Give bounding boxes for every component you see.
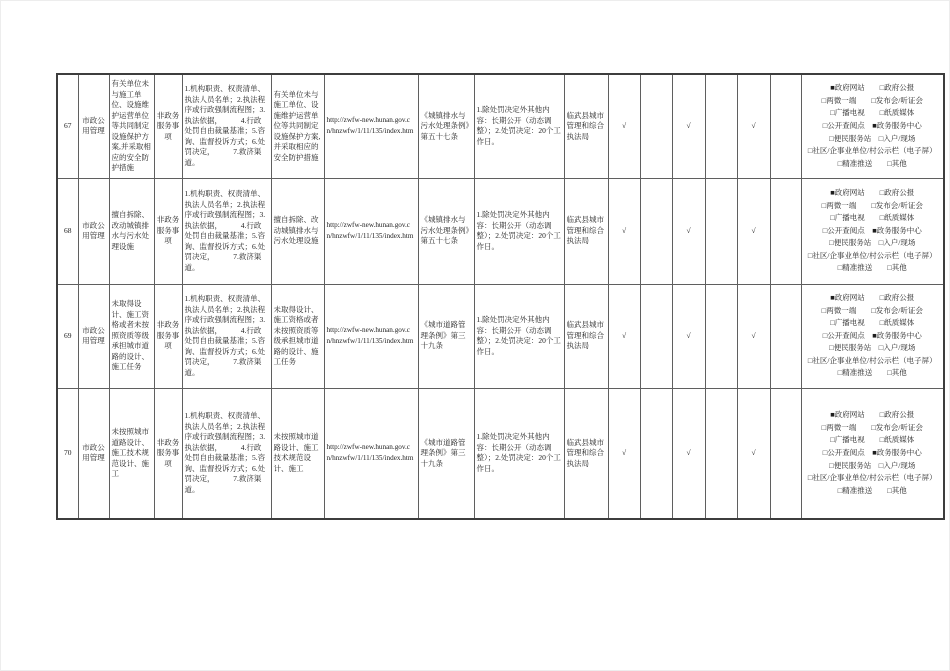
channels-cell <box>801 74 944 178</box>
category-cell: 市政公用管理 <box>78 284 109 388</box>
row-number: 67 <box>57 74 78 178</box>
department-cell: 临武县城市管理和综合执法局 <box>564 388 608 519</box>
disclosure-content-cell: 1.机构职责、权责清单、执法人员名单；2.执法程序或行政强制流程图；3.执法依据， 4.行政处罚自由裁量基准；5.咨询、监督投诉方式；6.处罚决定， 7.救济渠道。 <box>182 388 271 519</box>
check-mark-cell: √ <box>737 388 770 519</box>
channel-line: □两微一端 □发布会/听证会 <box>821 200 923 210</box>
check-mark-cell: √ <box>737 284 770 388</box>
check-mark-cell: √ <box>737 74 770 178</box>
url-cell: http://zwfw-new.hunan.gov.cn/hnzwfw/1/11/135/index.htm <box>324 388 418 519</box>
channels-cell <box>801 178 944 284</box>
channel-line: □便民服务站 □入户/现场 <box>829 343 916 353</box>
disclosure-content-cell: 1.机构职责、权责清单、执法人员名单；2.执法程序或行政强制流程图；3.执法依据， 4.行政处罚自由裁量基准；5.咨询、监督投诉方式；6.处罚决定， 7.救济渠道。 <box>182 284 271 388</box>
channel-line: □社区/企事业单位/村公示栏（电子屏） <box>807 473 937 483</box>
channel-line: □精准推送 □其他 <box>837 263 907 273</box>
channel-line: □两微一端 □发布会/听证会 <box>821 422 923 432</box>
table-row <box>57 284 944 388</box>
item-summary-cell: 擅自拆除、改动城镇排水与污水处理设施 <box>271 178 324 284</box>
item-summary-cell: 未按照城市道路设计、施工技术规范设计、施工 <box>271 388 324 519</box>
row-number: 70 <box>57 388 78 519</box>
url-cell: http://zwfw-new.hunan.gov.cn/hnzwfw/1/11/135/index.htm <box>324 74 418 178</box>
check-mark-cell <box>705 178 737 284</box>
channel-line: □便民服务站 □入户/现场 <box>829 460 916 470</box>
channel-line: □广播电视 □纸质媒体 <box>830 435 915 445</box>
channel-line: □两微一端 □发布会/听证会 <box>821 305 923 315</box>
category-cell: 市政公用管理 <box>78 74 109 178</box>
category-cell: 市政公用管理 <box>78 178 109 284</box>
check-mark-cell: √ <box>608 74 640 178</box>
check-mark-cell <box>640 74 672 178</box>
item-summary-cell: 有关单位未与施工单位、设施维护运营单位等共同制定设施保护方案,并采取相应的安全防护措施 <box>271 74 324 178</box>
disclosure-content-cell: 1.机构职责、权责清单、执法人员名单；2.执法程序或行政强制流程图；3.执法依据， 4.行政处罚自由裁量基准；5.咨询、监督投诉方式；6.处罚决定， 7.救济渠道。 <box>182 178 271 284</box>
url-cell: http://zwfw-new.hunan.gov.cn/hnzwfw/1/11/135/index.htm <box>324 284 418 388</box>
check-mark-cell <box>770 388 801 519</box>
channel-line: □广播电视 □纸质媒体 <box>830 108 915 118</box>
legal-basis-cell: 《城镇排水与污水处理条例》第五十七条 <box>418 74 474 178</box>
time-limit-cell: 1.除处罚决定外其他内容：长期公开（动态调整）；2.处罚决定：20个工作日。 <box>474 388 564 519</box>
channels-cell <box>801 388 944 519</box>
channel-line: □公开查阅点 ■政务服务中心 <box>822 120 922 130</box>
channel-line: ■政府网站 □政府公报 <box>830 292 915 302</box>
channel-line: □精准推送 □其他 <box>837 485 907 495</box>
item-type-cell: 非政务服务事项 <box>154 284 182 388</box>
channel-line: □社区/企事业单位/村公示栏（电子屏） <box>807 146 937 156</box>
channel-line: □精准推送 □其他 <box>837 158 907 168</box>
channel-line: □两微一端 □发布会/听证会 <box>821 95 923 105</box>
time-limit-cell: 1.除处罚决定外其他内容：长期公开（动态调整）；2.处罚决定：20个工作日。 <box>474 178 564 284</box>
check-mark-cell <box>705 388 737 519</box>
check-mark-cell <box>640 284 672 388</box>
check-mark-cell <box>705 284 737 388</box>
channel-line: □公开查阅点 ■政务服务中心 <box>822 330 922 340</box>
legal-basis-cell: 《城市道路管理条例》第三十九条 <box>418 284 474 388</box>
item-name-cell: 擅自拆除、改动城镇排水与污水处理设施 <box>109 178 154 284</box>
check-mark-cell: √ <box>608 178 640 284</box>
channel-line: ■政府网站 □政府公报 <box>830 83 915 93</box>
row-number: 68 <box>57 178 78 284</box>
table-row <box>57 388 944 519</box>
channels-cell <box>801 284 944 388</box>
item-name-cell: 未按照城市道路设计、施工技术规范设计、施工 <box>109 388 154 519</box>
channel-line: □社区/企事业单位/村公示栏（电子屏） <box>807 355 937 365</box>
channel-line: □广播电视 □纸质媒体 <box>830 318 915 328</box>
item-type-cell: 非政务服务事项 <box>154 388 182 519</box>
channel-line: □精准推送 □其他 <box>837 368 907 378</box>
item-name-cell: 未取得设计、施工资格或者未按照资质等级承担城市道路的设计、施工任务 <box>109 284 154 388</box>
time-limit-cell: 1.除处罚决定外其他内容：长期公开（动态调整）；2.处罚决定：20个工作日。 <box>474 284 564 388</box>
legal-basis-cell: 《城市道路管理条例》第三十九条 <box>418 388 474 519</box>
check-mark-cell: √ <box>672 178 705 284</box>
channel-line: □公开查阅点 ■政务服务中心 <box>822 447 922 457</box>
check-mark-cell <box>770 74 801 178</box>
check-mark-cell <box>640 178 672 284</box>
department-cell: 临武县城市管理和综合执法局 <box>564 74 608 178</box>
item-type-cell: 非政务服务事项 <box>154 178 182 284</box>
legal-basis-cell: 《城镇排水与污水处理条例》第五十七条 <box>418 178 474 284</box>
check-mark-cell: √ <box>672 388 705 519</box>
table-row <box>57 178 944 284</box>
time-limit-cell: 1.除处罚决定外其他内容：长期公开（动态调整）；2.处罚决定：20个工作日。 <box>474 74 564 178</box>
check-mark-cell: √ <box>608 284 640 388</box>
channel-line: ■政府网站 □政府公报 <box>830 410 915 420</box>
department-cell: 临武县城市管理和综合执法局 <box>564 178 608 284</box>
row-number: 69 <box>57 284 78 388</box>
channel-line: □社区/企事业单位/村公示栏（电子屏） <box>807 250 937 260</box>
item-type-cell: 非政务服务事项 <box>154 74 182 178</box>
department-cell: 临武县城市管理和综合执法局 <box>564 284 608 388</box>
item-name-cell: 有关单位未与施工单位、设施维护运营单位等共同制定设施保护方案,并采取相应的安全防护措施 <box>109 74 154 178</box>
channel-line: □便民服务站 □入户/现场 <box>829 238 916 248</box>
channel-line: □便民服务站 □入户/现场 <box>829 133 916 143</box>
channel-line: □广播电视 □纸质媒体 <box>830 213 915 223</box>
check-mark-cell: √ <box>608 388 640 519</box>
check-mark-cell: √ <box>672 284 705 388</box>
check-mark-cell <box>770 284 801 388</box>
category-cell: 市政公用管理 <box>78 388 109 519</box>
table-row <box>57 74 944 178</box>
check-mark-cell <box>705 74 737 178</box>
check-mark-cell <box>770 178 801 284</box>
url-cell: http://zwfw-new.hunan.gov.cn/hnzwfw/1/11/135/index.htm <box>324 178 418 284</box>
disclosure-items-table <box>56 73 945 520</box>
check-mark-cell: √ <box>672 74 705 178</box>
channel-line: ■政府网站 □政府公报 <box>830 187 915 197</box>
item-summary-cell: 未取得设计、施工资格或者未按照资质等级承担城市道路的设计、施工任务 <box>271 284 324 388</box>
disclosure-content-cell: 1.机构职责、权责清单、执法人员名单；2.执法程序或行政强制流程图；3.执法依据， 4.行政处罚自由裁量基准；5.咨询、监督投诉方式；6.处罚决定， 7.救济渠道。 <box>182 74 271 178</box>
check-mark-cell <box>640 388 672 519</box>
check-mark-cell: √ <box>737 178 770 284</box>
channel-line: □公开查阅点 ■政务服务中心 <box>822 225 922 235</box>
